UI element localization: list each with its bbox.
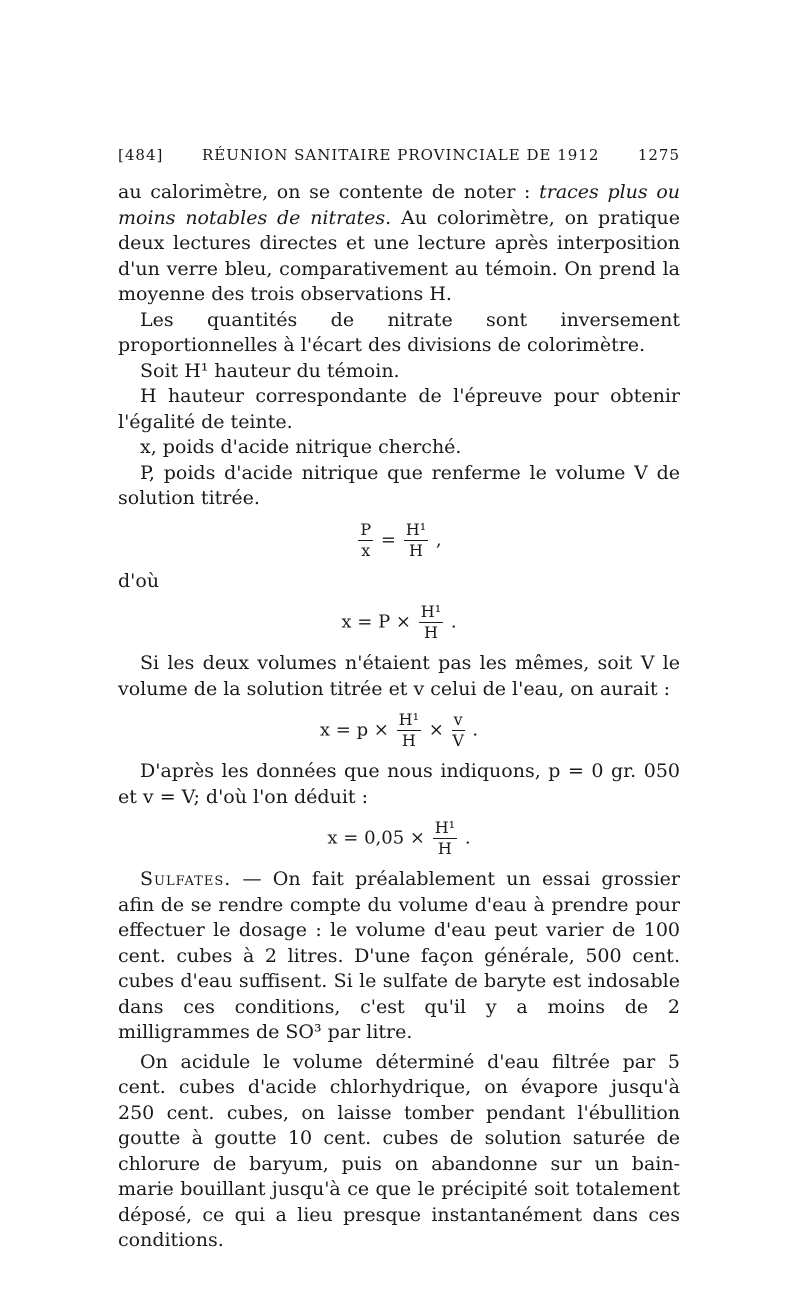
formula-4-fraction [433, 818, 457, 859]
formula-3-den-1: H [401, 731, 416, 750]
paragraph-4: H hauteur correspondante de l'épreuve pour obtenir l'égalité de teinte. [118, 385, 680, 433]
formula-4-lhs: x = 0,05 × [327, 827, 425, 849]
formula-2-lhs: x = P × [341, 611, 411, 633]
formula-1-den-left: x [361, 540, 371, 560]
formula-2-tail: . [450, 611, 457, 633]
paragraph-7: d'où [118, 569, 160, 592]
formula-1-tail: , [435, 529, 442, 550]
paragraph-1-italic: traces plus ou moins notables de nitrates. [118, 181, 680, 229]
formula-1-equals: = [380, 529, 396, 550]
formula-3-lhs: x = p × [319, 719, 389, 741]
paragraph-3: Soit H¹ hauteur du témoin. [140, 359, 400, 382]
formula-3-den-2: V [452, 731, 464, 750]
formula-1-num-left: P [360, 519, 372, 539]
header-page-bracket: [484] [118, 146, 164, 164]
formula-1 [118, 520, 680, 561]
body-text [118, 180, 680, 1254]
paragraph-1 [118, 180, 680, 308]
paragraph-1-text-b: Au colorimètre, on pratique deux lectures directes et une lecture après interposition d'un verre bleu, comparativement au témoin. On prend la moyenne des trois observations H. [118, 206, 680, 305]
formula-3-num-1: H¹ [398, 710, 420, 729]
paragraph-8: Si les deux volumes n'étaient pas les mêmes, soit V le volume de la solution titrée et v celui de l'eau, on aurait : [118, 652, 680, 700]
formula-2-num: H¹ [420, 602, 442, 621]
formula-2-fraction [419, 602, 443, 643]
formula-1-den-right: H [408, 540, 423, 560]
header-title: RÉUNION SANITAIRE PROVINCIALE DE 1912 [202, 146, 600, 164]
paragraph-6: P, poids d'acide nitrique que renferme le volume V de solution titrée. [118, 461, 680, 509]
section-heading-sulfates: Sulfates. [140, 868, 232, 890]
header-page-number: 1275 [637, 146, 680, 164]
formula-3 [118, 710, 680, 751]
formula-3-num-2: v [453, 710, 463, 729]
formula-1-num-right: H¹ [405, 519, 427, 539]
formula-1-fraction-right [404, 520, 428, 561]
formula-3-times: × [428, 719, 444, 741]
formula-1-fraction-left [358, 520, 373, 561]
formula-3-fraction-2 [452, 710, 465, 751]
formula-4 [118, 818, 680, 859]
formula-2-den: H [423, 623, 438, 642]
formula-3-tail: . [472, 719, 479, 741]
paragraph-10-text: — On fait préalablement un essai grossier afin de se rendre compte du volume d'eau à prendre pour effectuer le dosage : le volume d'eau peut varier de 100 cent. cubes à 2 litres. D'une façon générale, 500 cent. cubes d'eau suffisent. Si le sulfate de baryte est indosable dans ces conditions, c'est qu'il y a moins de 2 milligrammes de SO³ par litre. [118, 868, 680, 1043]
paragraph-2: Les quantités de nitrate sont inversement proportionnelles à l'écart des divisions de colorimètre. [118, 308, 680, 356]
paragraph-5: x, poids d'acide nitrique cherché. [140, 436, 462, 458]
formula-3-fraction-1 [397, 710, 421, 751]
paragraph-9: D'après les données que nous indiquons, p = 0 gr. 050 et v = V; d'où l'on déduit : [118, 760, 680, 808]
formula-4-num: H¹ [434, 818, 456, 837]
running-header [118, 146, 680, 170]
paragraph-1-text-a: au calorimètre, on se contente de noter : [118, 181, 540, 203]
formula-4-den: H [437, 839, 452, 858]
formula-2 [118, 602, 680, 643]
paragraph-10 [118, 867, 680, 1046]
formula-4-tail: . [464, 827, 471, 849]
paragraph-11: On acidule le volume déterminé d'eau filtrée par 5 cent. cubes d'acide chlorhydrique, on évapore jusqu'à 250 cent. cubes, on laisse tomber pendant l'ébullition goutte à goutte 10 cent. cubes de solution saturée de chlorure de baryum, puis on abandonne sur un bain-marie bouillant jusqu'à ce que le précipité soit totalement déposé, ce qui a lieu presque instantanément dans ces conditions. [118, 1050, 680, 1251]
